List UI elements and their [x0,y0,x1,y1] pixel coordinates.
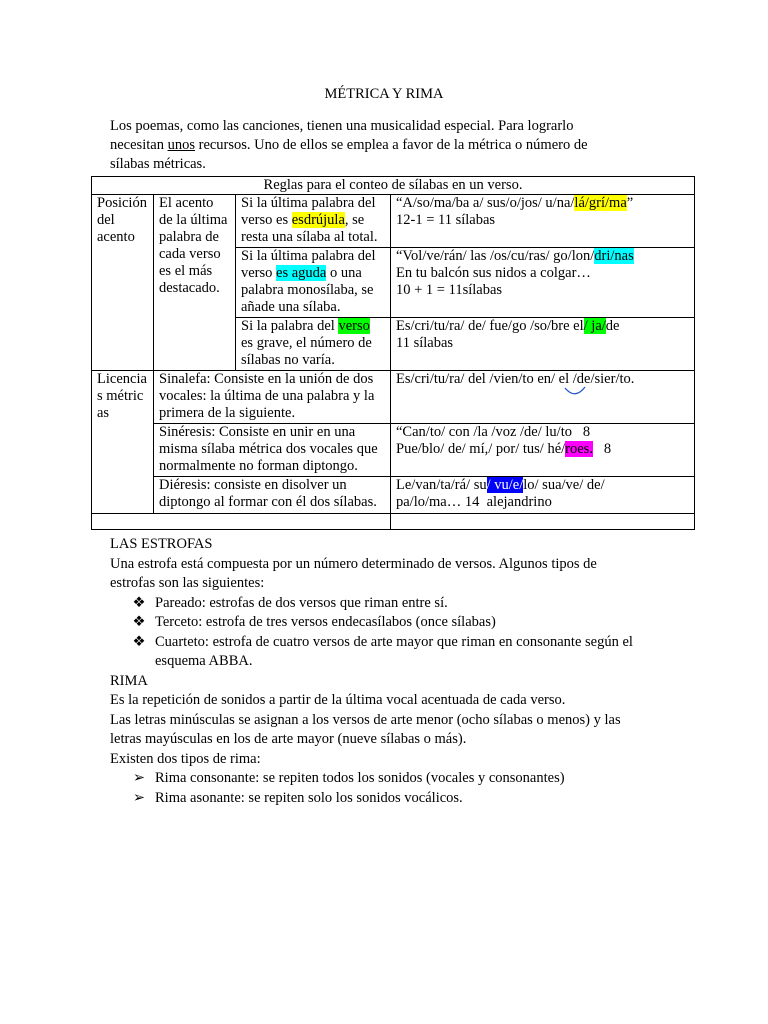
empty-cell [92,514,391,530]
example-esdrujula [391,195,695,248]
example-count: 8 [592,441,612,457]
example-text: En tu balcón sus nidos a colgar… [396,265,591,281]
example-dieresis [391,477,695,514]
arrowhead-bullet-icon: ➢ [132,789,146,806]
rima-heading: RIMA [110,672,148,689]
pen-stroke-icon [563,384,589,400]
accent-description: El acento de la última palabra de cada verso es el más destacado. [154,195,236,371]
highlight-roes: roes. [565,441,593,457]
example-text: “A/so/ma/ba a/ sus/o/jos/ u/na/ [396,195,575,211]
example-count: 11 sílabas [396,335,454,351]
example-count: 12-1 = 11 sílabas [396,212,496,228]
page-title: MÉTRICA Y RIMA [324,86,444,102]
highlight-lagrima: lá/grí/ma [574,195,627,211]
example-text: “Vol/ve/rán/ las /os/cu/ras/ go/lon/ [396,248,595,264]
example-text: Pue/blo/ de/ mí,/ por/ tus/ hé/ [396,441,566,457]
table-row [92,371,695,424]
highlight-drinas: dri/nas [594,248,634,264]
example-text: “Can/to/ con /la /voz /de/ lu/to 8 [396,424,591,440]
list-item-text: Terceto: estrofa de tres versos endecasílabos (once sílabas) [155,614,496,630]
intro-text-2: recursos. Uno de ellos se emplea a favor de la métrica o número de sílabas métricas. [110,137,588,172]
example-sinalefa: Es/cri/tu/ra/ del /vien/to en/ el /de/sier/to. [391,371,695,424]
rule-text: , se resta una sílaba al total. [241,212,378,245]
intro-text-1: Los poemas, como las canciones, tienen una musicalidad especial. Para lograrlo necesitan [110,118,574,153]
rule-aguda [236,248,391,318]
rule-grave [236,318,391,371]
example-sineresis [391,424,695,477]
list-item [110,769,640,789]
rule-dieresis: Diéresis: consiste en disolver un diptongo al formar con él dos sílabas. [154,477,391,514]
accent-category: Posición del acento [92,195,154,371]
table-row [92,477,695,514]
intro-paragraph [110,117,630,174]
highlight-verso: verso [338,318,370,334]
rule-sinalefa: Sinalefa: Consiste en la unión de dos vocales: la última de una palabra y la primera de la siguiente. [154,371,391,424]
example-text: ” [626,195,634,211]
intro-underlined-word: unos [167,137,195,153]
list-item-text: Rima asonante: se repiten solo los sonidos vocálicos. [155,789,463,806]
diamond-bullet-icon: ❖ [132,614,146,630]
rule-text: Si la palabra del [241,318,339,334]
diamond-bullet-icon: ❖ [132,633,146,650]
rule-text: o una palabra monosílaba, se añade una sílaba. [241,265,374,315]
rule-text: Si la última palabra del verso es [241,195,376,228]
rima-list [110,769,640,808]
rule-text: es grave, el número de sílabas no varía. [241,335,372,368]
rima-paragraph-1: Es la repetición de sonidos a partir de la última vocal acentuada de cada verso. [110,692,566,708]
rima-paragraph-3: Existen dos tipos de rima: [110,750,261,767]
example-count: pa/lo/ma… 14 alejandrino [396,494,552,510]
example-text: Le/van/ta/rá/ su [396,477,487,493]
arrowhead-bullet-icon: ➢ [132,770,146,786]
table-row [92,195,695,248]
rules-table [91,176,695,530]
rule-sineresis: Sinéresis: Consiste en unir en una misma sílaba métrica dos vocales que normalmente no forman diptongo. [154,424,391,477]
highlight-ja: / ja/ [583,318,606,334]
example-count: 10 + 1 = 11sílabas [396,282,503,298]
list-item-text: Rima consonante: se repiten todos los sonidos (vocales y consonantes) [155,770,565,786]
rule-esdrujula [236,195,391,248]
list-item [110,789,640,809]
estrofas-section [110,535,640,808]
highlight-vuelo: / vu/e/ [486,477,524,493]
example-text: lo/ sua/ve/ de/ [523,477,605,493]
rima-paragraph-2: Las letras minúsculas se asignan a los versos de arte menor (ocho sílabas o menos) y las letras mayúsculas en los de arte mayor (nueve sílabas o más). [110,711,621,747]
example-grave [391,318,695,371]
estrofas-text: Una estrofa está compuesta por un número determinado de versos. Algunos tipos de estrofas son las siguientes: [110,555,597,591]
list-item [110,633,640,672]
table-row [92,424,695,477]
list-item-text: Cuarteto: estrofa de cuatro versos de arte mayor que riman en consonante según el esquema ABBA. [155,633,633,669]
table-header-row [92,177,695,195]
rule-text: Si la última palabra del verso [241,248,376,281]
empty-cell [391,514,695,530]
estrofas-list [110,594,640,672]
diamond-bullet-icon: ❖ [132,594,146,611]
list-item [110,613,640,633]
example-text: Es/cri/tu/ra/ de/ fue/go /so/bre el [396,318,584,334]
list-item [110,594,640,614]
list-item-text: Pareado: estrofas de dos versos que riman entre sí. [155,594,448,611]
highlight-esdrujula: esdrújula [291,212,345,228]
licenses-category: Licencias métricas [92,371,154,514]
estrofas-heading: LAS ESTROFAS [110,536,213,552]
table-row-empty [92,514,695,530]
example-aguda [391,248,695,318]
highlight-es-aguda: es aguda [276,265,327,281]
table-header: Reglas para el conteo de sílabas en un verso. [92,177,695,195]
example-text: de [605,318,620,334]
